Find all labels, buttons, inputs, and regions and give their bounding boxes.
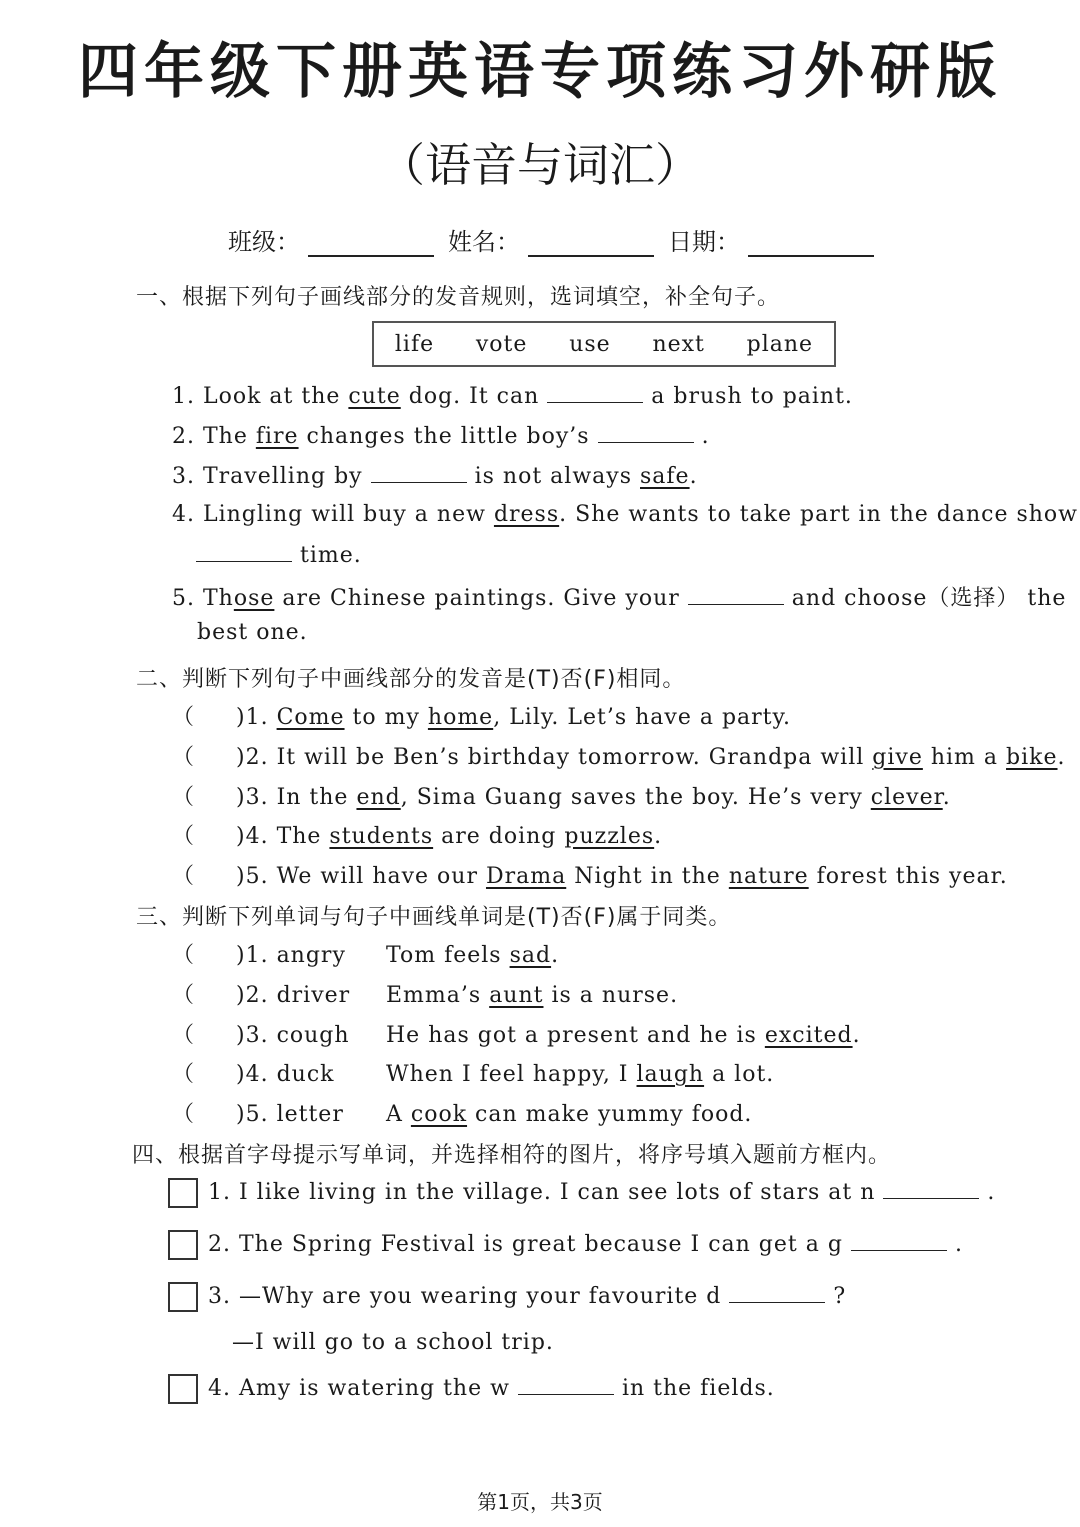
text: 4. Lingling will buy a new: [172, 502, 494, 527]
student-info-row: [228, 222, 888, 257]
answer-paren[interactable]: （: [172, 943, 196, 968]
text: , Sima Guang saves the boy. He’s very: [400, 785, 871, 810]
option-word: )3. cough: [236, 1023, 350, 1048]
answer-blank[interactable]: [547, 382, 643, 403]
answer-blank[interactable]: [196, 541, 292, 562]
answer-paren[interactable]: （: [172, 1062, 196, 1087]
option-word: )5. letter: [236, 1102, 344, 1127]
question-3-4: [172, 1057, 774, 1088]
question-4-3: [168, 1282, 846, 1312]
answer-paren[interactable]: （: [172, 864, 196, 889]
answer-box[interactable]: [168, 1374, 198, 1404]
option-word: )4. duck: [236, 1062, 335, 1087]
answer-paren[interactable]: （: [172, 705, 196, 730]
text: him a: [922, 745, 1007, 770]
section-1-heading: 一、根据下列句子画线部分的发音规则，选词填空，补全句子。: [136, 285, 781, 310]
text: .: [551, 943, 560, 968]
question-3-5: [172, 1097, 752, 1128]
word-bank-item: plane: [746, 331, 814, 357]
answer-paren[interactable]: （: [172, 1102, 196, 1127]
text: )1.: [236, 705, 277, 730]
page-footer: 第1页，共3页: [477, 1490, 603, 1514]
text: Tom feels: [386, 943, 510, 968]
text: .: [1057, 745, 1066, 770]
underlined-word: cute: [348, 384, 401, 409]
question-2-1: [172, 700, 791, 731]
section-3-heading: 三、判断下列单词与句子中画线单词是(T)否(F)属于同类。: [136, 905, 732, 930]
answer-box[interactable]: [168, 1282, 198, 1312]
text: Night in the: [566, 864, 729, 889]
answer-blank[interactable]: [883, 1178, 979, 1199]
text: 3. Travelling by: [172, 464, 363, 489]
underlined-word: laugh: [636, 1062, 705, 1087]
underlined-word: Come: [276, 705, 345, 730]
word-bank-item: next: [652, 331, 705, 357]
question-2-3: [172, 780, 951, 811]
answer-paren[interactable]: （: [172, 1023, 196, 1048]
underlined-word: ose: [233, 586, 275, 611]
text: a lot.: [704, 1062, 775, 1087]
option-word: )2. driver: [236, 983, 351, 1008]
answer-blank[interactable]: [371, 462, 467, 483]
underlined-word: sad: [509, 943, 552, 968]
question-1-2: [172, 422, 710, 449]
underlined-word: excited: [764, 1023, 853, 1048]
answer-paren[interactable]: （: [172, 745, 196, 770]
page-subtitle: （语音与词汇）: [379, 138, 701, 192]
underlined-word: end: [356, 785, 401, 810]
answer-paren[interactable]: （: [172, 983, 196, 1008]
answer-blank[interactable]: [688, 584, 784, 605]
text: 2. The: [172, 424, 256, 449]
class-blank[interactable]: [308, 233, 434, 257]
text: .: [654, 824, 663, 849]
name-label: 姓名：: [448, 228, 520, 256]
question-2-5: [172, 859, 1008, 890]
text: 4. Amy is watering the w: [208, 1376, 510, 1401]
text: Emma’s: [386, 983, 490, 1008]
answer-blank[interactable]: [851, 1230, 947, 1251]
question-1-3: [172, 462, 698, 489]
text: are Chinese paintings. Give your: [274, 586, 680, 611]
word-bank: [372, 321, 836, 367]
text: , Lily. Let’s have a party.: [493, 705, 792, 730]
underlined-word: puzzles: [564, 824, 655, 849]
underlined-word: aunt: [489, 983, 544, 1008]
question-1-4-cont: [188, 541, 362, 568]
question-2-4: [172, 819, 662, 850]
text: ?: [833, 1284, 847, 1309]
section-4-heading: 四、根据首字母提示写单词，并选择相符的图片，将序号填入题前方框内。: [132, 1143, 892, 1168]
name-blank[interactable]: [528, 233, 654, 257]
text: are doing: [433, 824, 565, 849]
answer-blank[interactable]: [518, 1374, 614, 1395]
answer-paren[interactable]: （: [172, 824, 196, 849]
underlined-word: clever: [870, 785, 943, 810]
text: 1. Look at the: [172, 384, 349, 409]
underlined-word: cook: [410, 1102, 468, 1127]
question-1-4: [172, 502, 1078, 527]
text: . She wants to take part in the dance show: [559, 502, 1079, 527]
text: .: [942, 785, 951, 810]
question-1-5: [172, 581, 1066, 612]
page-title: 四年级下册英语专项练习外研版: [78, 37, 1002, 107]
date-blank[interactable]: [748, 233, 874, 257]
text: in the fields.: [621, 1376, 775, 1401]
question-2-2: [172, 740, 1066, 771]
answer-blank[interactable]: [598, 422, 694, 443]
class-label: 班级：: [228, 228, 300, 256]
section-2-heading: 二、判断下列句子中画线部分的发音是(T)否(F)相同。: [136, 667, 686, 692]
underlined-word: home: [427, 705, 494, 730]
text: 1. I like living in the village. I can see lots of stars at n: [208, 1180, 876, 1205]
text: )4. The: [236, 824, 330, 849]
answer-box[interactable]: [168, 1230, 198, 1260]
question-3-1: [172, 938, 559, 969]
question-4-2: [168, 1230, 963, 1260]
underlined-word: safe: [640, 464, 690, 489]
text: .: [954, 1232, 963, 1257]
text: )3. In the: [236, 785, 357, 810]
text: a brush to paint.: [651, 384, 853, 409]
underlined-word: dress: [493, 502, 560, 527]
option-word: )1. angry: [236, 943, 346, 968]
text: to my: [344, 705, 428, 730]
answer-blank[interactable]: [729, 1282, 825, 1303]
text: .: [689, 464, 698, 489]
underlined-word: fire: [255, 424, 299, 449]
word-bank-item: life: [394, 331, 435, 357]
question-3-2: [172, 978, 678, 1009]
text: )2. It will be Ben’s birthday tomorrow. Grandpa will: [236, 745, 873, 770]
text: )5. We will have our: [236, 864, 486, 889]
text: 2. The Spring Festival is great because I can get a g: [208, 1232, 843, 1257]
underlined-word: students: [329, 824, 434, 849]
text: dog. It can: [400, 384, 540, 409]
text: is not always: [474, 464, 640, 489]
question-4-3-reply: —I will go to a school trip.: [232, 1330, 554, 1355]
text: changes the little boy’s: [298, 424, 590, 449]
word-bank-item: use: [569, 331, 611, 357]
text: 3. —Why are you wearing your favourite d: [208, 1284, 722, 1309]
text: .: [852, 1023, 861, 1048]
text: .: [987, 1180, 996, 1205]
question-4-1: [168, 1178, 995, 1208]
text: is a nurse.: [543, 983, 679, 1008]
question-1-1: [172, 382, 853, 409]
answer-paren[interactable]: （: [172, 785, 196, 810]
question-1-5-cont: best one.: [197, 620, 308, 645]
text: and choose（选择） the: [791, 586, 1067, 611]
word-bank-item: vote: [475, 331, 528, 357]
date-label: 日期：: [668, 228, 740, 256]
underlined-word: Drama: [485, 864, 567, 889]
answer-box[interactable]: [168, 1178, 198, 1208]
underlined-word: give: [872, 745, 923, 770]
text: 5. Th: [172, 586, 234, 611]
underlined-word: nature: [728, 864, 809, 889]
text: .: [701, 424, 710, 449]
text: When I feel happy, I: [386, 1062, 637, 1087]
question-4-4: [168, 1374, 775, 1404]
text: forest this year.: [808, 864, 1008, 889]
text: can make yummy food.: [467, 1102, 753, 1127]
question-3-3: [172, 1018, 861, 1049]
text: time.: [300, 543, 362, 568]
text: He has got a present and he is: [386, 1023, 765, 1048]
text: A: [386, 1102, 411, 1127]
underlined-word: bike: [1006, 745, 1058, 770]
